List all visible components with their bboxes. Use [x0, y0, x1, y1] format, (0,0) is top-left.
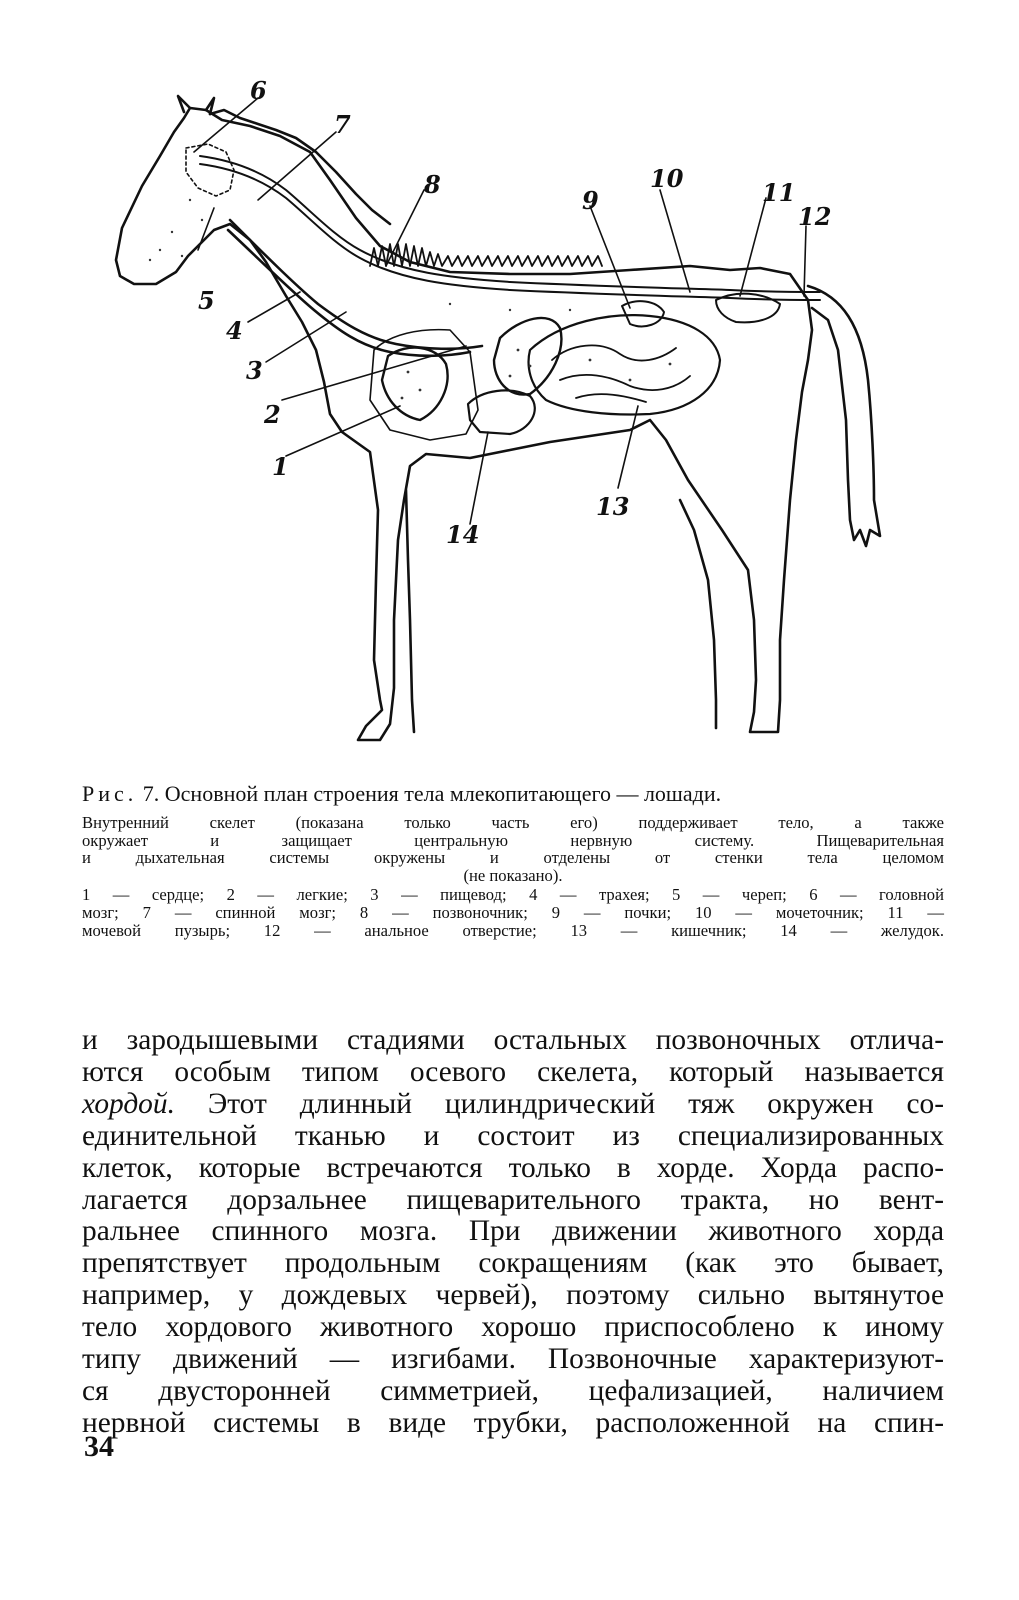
- label-8: 8: [424, 170, 441, 199]
- caption-line: Внутренний скелет (показана только часть его) поддерживает тело, а также: [82, 813, 944, 832]
- horse-mane: [210, 110, 390, 224]
- horse-illustration: [90, 60, 950, 760]
- caption-legend-line: мозг; 7 — спинной мозг; 8 — позвоночник; 9 — почки; 10 — мочеточник; 11 —: [82, 902, 944, 922]
- label-10: 10: [650, 164, 684, 193]
- label-7: 7: [334, 110, 351, 139]
- body-text: [82, 1025, 944, 1440]
- label-2: 2: [264, 400, 281, 429]
- body-line: ются особым типом осевого скелета, который называется: [82, 1055, 944, 1088]
- caption-legend-line: 1 — сердце; 2 — легкие; 3 — пищевод; 4 — трахея; 5 — череп; 6 — головной: [82, 885, 944, 905]
- caption-line: окружает и защищает центральную нервную систему. Пищеварительная: [82, 830, 944, 850]
- label-9: 9: [582, 186, 599, 215]
- label-6: 6: [250, 76, 267, 105]
- vertebral-column: [200, 164, 820, 300]
- intestine-loops: [552, 345, 690, 402]
- term-chorda: хордой.: [82, 1087, 175, 1120]
- page-number: 34: [84, 1430, 114, 1463]
- horse-anatomy-figure: [90, 60, 950, 760]
- caption-line: и дыхательная системы окружены и отделены от стенки тела целомом: [82, 848, 944, 868]
- body-line: и зародышевыми стадиями остальных позвоночных отлича-: [82, 1024, 944, 1056]
- label-11: 11: [762, 178, 796, 207]
- stomach: [468, 390, 535, 434]
- label-12: 12: [798, 202, 832, 231]
- body-line: клеток, которые встречаются только в хорде. Хорда распо-: [82, 1151, 944, 1184]
- body-line: лагается дорзальнее пищеварительного тракта, но вент-: [82, 1183, 944, 1216]
- caption-legend-line: мочевой пузырь; 12 — анальное отверстие; 13 — кишечник; 14 — желудок.: [82, 920, 944, 940]
- caption-title: [82, 780, 944, 808]
- body-line: ся двусторонней симметрией, цефализацией, наличием: [82, 1374, 944, 1407]
- caption-fig-label: Рис.: [82, 781, 138, 806]
- label-14: 14: [446, 520, 480, 549]
- front-leg-inner: [406, 490, 414, 732]
- label-3: 3: [246, 356, 263, 385]
- body-line: например, у дождевых червей), поэтому сильно вытянутое: [82, 1279, 944, 1312]
- body-line: [82, 1089, 944, 1121]
- horse-outline: [116, 108, 812, 740]
- lungs: [494, 318, 561, 395]
- body-line: нервной системы в виде трубки, расположенной на спин-: [82, 1406, 944, 1439]
- vertebrae: [370, 244, 602, 266]
- figure-caption: [82, 780, 944, 939]
- body-line: единительной тканью и состоит из специализированных: [82, 1119, 944, 1152]
- horse-tail: [808, 286, 880, 546]
- body-line: тело хордового животного хорошо приспособлено к иному: [82, 1311, 944, 1344]
- label-5: 5: [198, 286, 215, 315]
- body-line: типу движений — изгибами. Позвоночные характеризуют-: [82, 1343, 944, 1376]
- label-1: 1: [272, 452, 289, 481]
- caption-title-text: 7. Основной план строения тела млекопитающего — лошади.: [137, 781, 722, 806]
- spinal-cord: [200, 156, 820, 292]
- body-line: препятствует продольным сокращениям (как это бывает,: [82, 1247, 944, 1280]
- stippling: [149, 199, 672, 400]
- label-4: 4: [226, 316, 243, 345]
- body-cavity: [370, 330, 478, 440]
- label-13: 13: [596, 492, 630, 521]
- body-line: ральнее спинного мозга. При движении животного хорда: [82, 1215, 944, 1248]
- caption-center-line: (не показано).: [463, 865, 563, 885]
- trachea: [228, 230, 470, 356]
- body-line-rest: Этот длинный цилиндрический тяж окружен со-: [174, 1087, 944, 1120]
- hind-leg-inner: [680, 500, 716, 728]
- intestines: [529, 315, 720, 414]
